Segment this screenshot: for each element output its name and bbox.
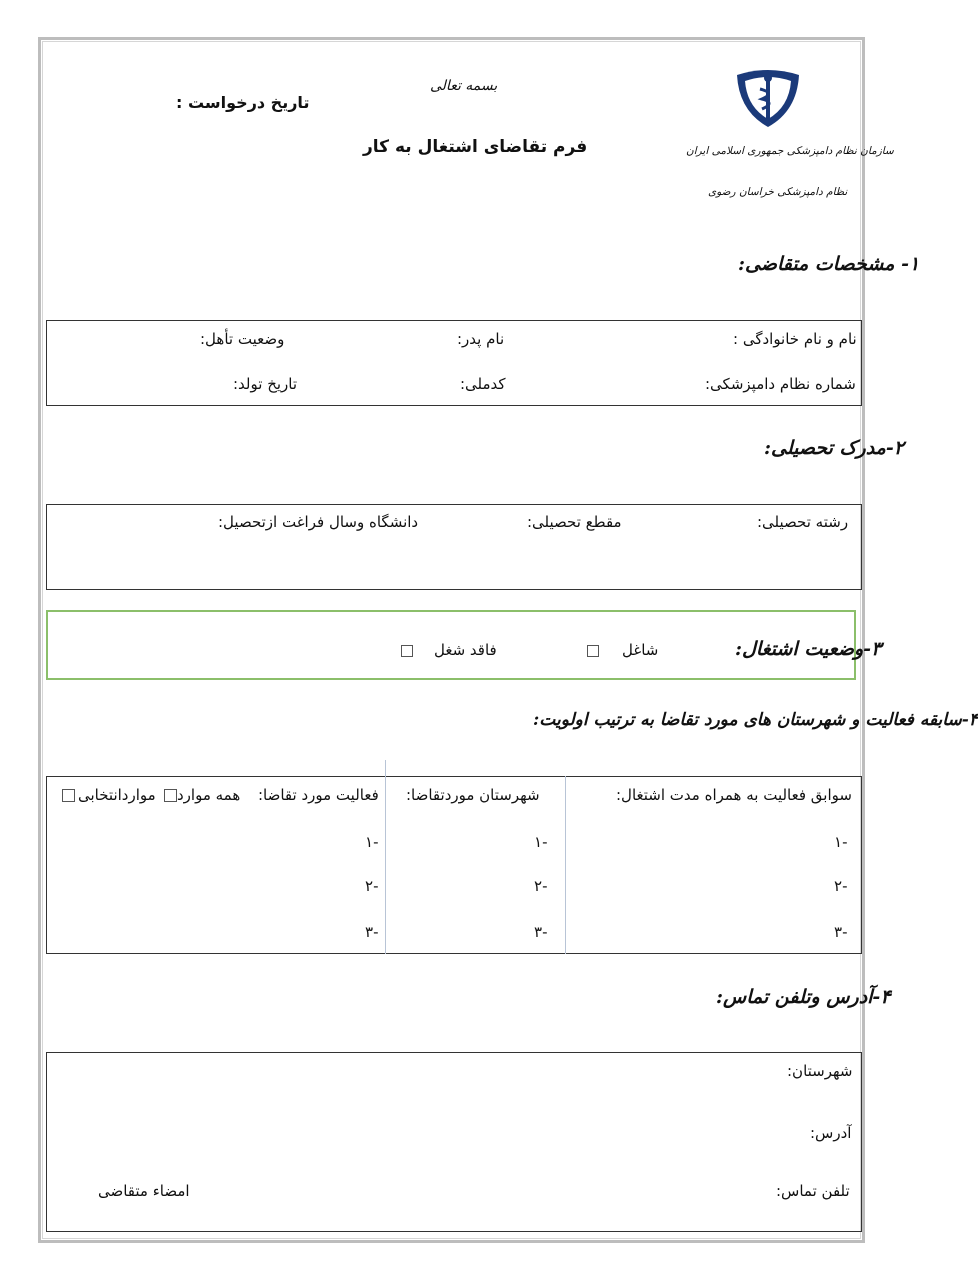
- all-items-checkbox[interactable]: [164, 789, 177, 802]
- selected-items-label: مواردانتخابی: [78, 786, 156, 804]
- full-name-label: نام و نام خانوادگی :: [733, 330, 857, 348]
- activity-row-2: -۲: [365, 877, 379, 895]
- section5-box: [46, 1052, 862, 1232]
- col-activity-header: فعالیت مورد تقاضا:: [258, 786, 379, 804]
- history-row-3: -۳: [834, 923, 848, 941]
- employed-checkbox[interactable]: [587, 645, 599, 657]
- employed-label: شاغل: [622, 641, 659, 659]
- phone-label: تلفن تماس:: [776, 1182, 850, 1200]
- national-id-label: کدملی:: [460, 375, 506, 393]
- section5-title: ۴-آدرس وتلفن تماس:: [716, 986, 891, 1008]
- all-items-label: همه موارد: [177, 786, 241, 804]
- request-date-label: تاریخ درخواست :: [176, 93, 310, 112]
- address-label: آدرس:: [810, 1124, 852, 1142]
- section2-title: ۲-مدرک تحصیلی:: [764, 437, 904, 459]
- signature-label: امضاء متقاضی: [98, 1182, 190, 1200]
- bismillah: بسمه تعالی: [430, 78, 498, 94]
- city-row-1: -۱: [534, 833, 548, 851]
- selected-items-checkbox[interactable]: [62, 789, 75, 802]
- unemployed-checkbox[interactable]: [401, 645, 413, 657]
- city-row-3: -۳: [534, 923, 548, 941]
- col-city-header: شهرستان موردتقاضا:: [406, 786, 540, 804]
- org-logo: [733, 67, 803, 129]
- activity-row-3: -۳: [365, 923, 379, 941]
- section4-title: ۴-سابقه فعالیت و شهرستان های مورد تقاضا به ترتیب اولویت:: [533, 710, 978, 730]
- birth-date-label: تاریخ تولد:: [233, 375, 298, 393]
- vet-number-label: شماره نظام دامپزشکی:: [705, 375, 856, 393]
- activity-row-1: -۱: [365, 833, 379, 851]
- father-name-label: نام پدر:: [457, 330, 505, 348]
- section2-box: [46, 504, 862, 590]
- column-divider: [385, 760, 386, 954]
- section1-title: ۱- مشخصات متقاضی:: [738, 253, 920, 275]
- history-row-2: -۲: [834, 877, 848, 895]
- degree-label: مقطع تحصیلی:: [527, 513, 622, 531]
- col-history-header: سوابق فعالیت به همراه مدت اشتغال:: [616, 786, 852, 804]
- column-divider: [565, 776, 566, 954]
- org-name: سازمان نظام دامپزشکی جمهوری اسلامی ایران: [686, 145, 894, 157]
- form-title: فرم تقاضای اشتغال به کار: [363, 137, 588, 157]
- city-label: شهرستان:: [787, 1062, 853, 1080]
- marital-status-label: وضعیت تأهل:: [200, 330, 285, 348]
- field-of-study-label: رشته تحصیلی:: [757, 513, 849, 531]
- history-row-1: -۱: [834, 833, 848, 851]
- unemployed-label: فاقد شغل: [434, 641, 497, 659]
- section3-title: ۳-وضعیت اشتغال:: [735, 638, 882, 660]
- university-label: دانشگاه وسال فراغت ازتحصیل:: [218, 513, 419, 531]
- city-row-2: -۲: [534, 877, 548, 895]
- org-branch: نظام دامپزشکی خراسان رضوی: [708, 186, 848, 198]
